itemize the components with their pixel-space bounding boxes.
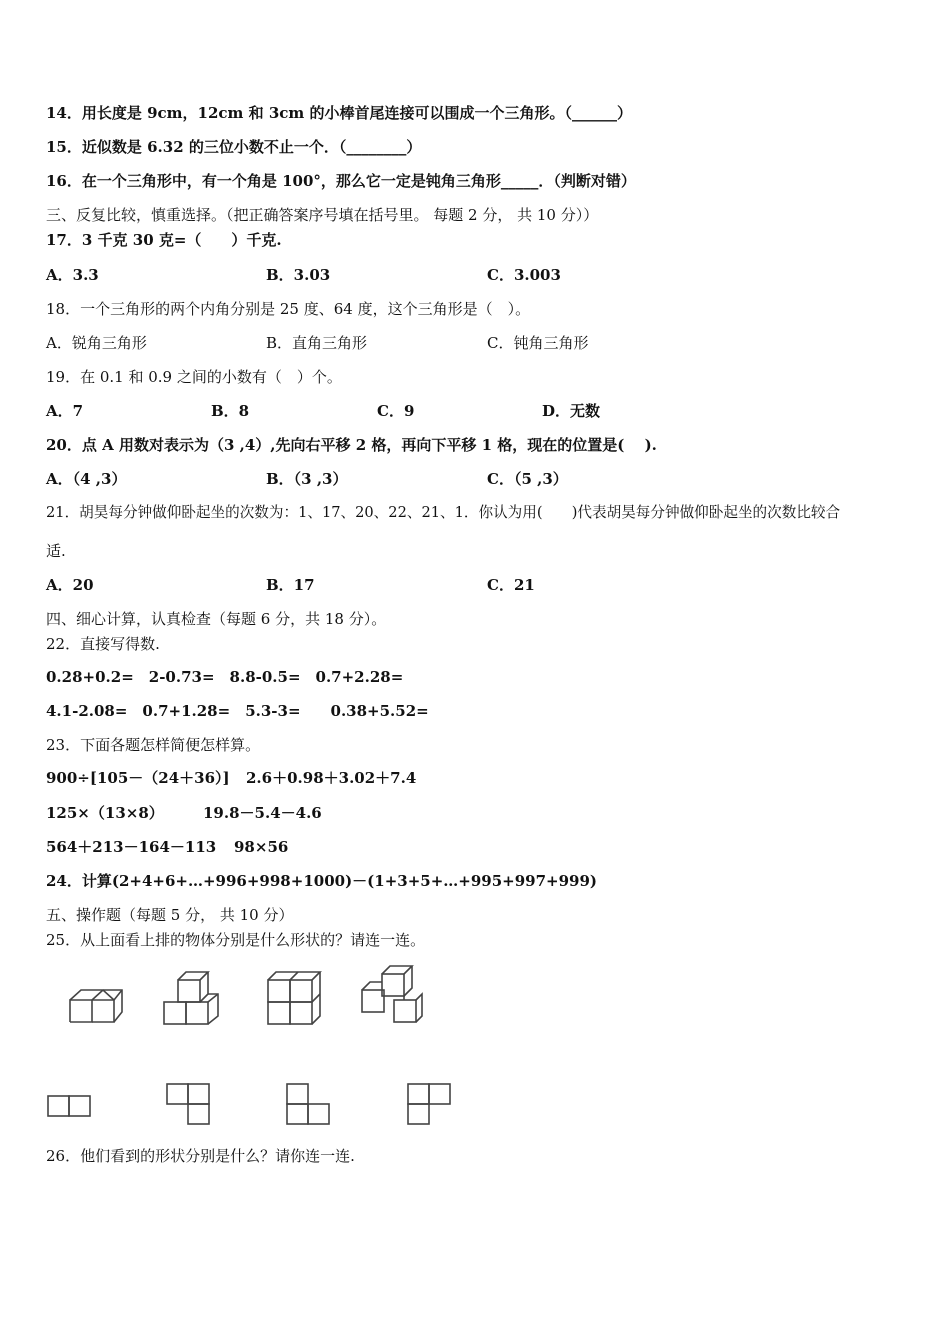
q20-option-a: A．（4 ,3） [46, 470, 127, 488]
section-4-heading: 四、细心计算，认真检查（每题 6 分，共 18 分）。 [46, 610, 387, 628]
q23-expr-3: 125×（13×8） [46, 804, 164, 822]
question-18-stem: 18．一个三角形的两个内角分别是 25 度、64 度，这个三角形是（ ）。 [46, 300, 531, 318]
q19-option-b: B．8 [211, 402, 250, 420]
top-view-shape-1 [44, 1092, 94, 1120]
top-view-shape-4 [404, 1080, 454, 1130]
q21-option-c: C．21 [487, 576, 535, 594]
q23-expr-2: 2.6＋0.98＋3.02＋7.4 [246, 769, 417, 787]
q17-option-a: A．3.3 [46, 266, 99, 284]
q22-row-2: 4.1-2.08= 0.7+1.28= 5.3-3= 0.38+5.52= [46, 702, 429, 720]
cube-object-3 [262, 968, 324, 1028]
q23-expr-4: 19.8－5.4－4.6 [203, 804, 322, 822]
q17-option-c: C．3.003 [487, 266, 561, 284]
q23-expr-6: 98×56 [234, 838, 289, 856]
q19-option-d: D．无数 [542, 402, 601, 420]
cube-object-4 [356, 960, 426, 1028]
q19-option-a: A．7 [46, 402, 84, 420]
question-17-stem: 17．3 千克 30 克=（ ）千克. [46, 231, 282, 249]
q21-option-b: B．17 [266, 576, 315, 594]
q20-option-b: B．（3 ,3） [266, 470, 348, 488]
cube-object-2 [158, 966, 228, 1028]
question-22-stem: 22．直接写得数. [46, 635, 160, 653]
question-21-stem-cont: 适. [46, 542, 66, 560]
q18-option-c: C．钝角三角形 [487, 334, 589, 352]
question-19-stem: 19．在 0.1 和 0.9 之间的小数有（ ）个。 [46, 368, 342, 386]
q20-option-c: C．（5 ,3） [487, 470, 568, 488]
top-view-shape-2 [163, 1080, 213, 1130]
section-3-heading: 三、反复比较，慎重选择。（把正确答案序号填在括号里。 每题 2 分， 共 10 分）） [46, 206, 599, 224]
question-23-stem: 23．下面各题怎样简便怎样算。 [46, 736, 261, 754]
question-24: 24．计算(2+4+6+…+996+998+1000)－(1+3+5+…+995+997+999) [46, 872, 598, 890]
q22-row-1: 0.28+0.2= 2-0.73= 8.8-0.5= 0.7+2.28= [46, 668, 404, 686]
question-20-stem: 20．点 A 用数对表示为（3 ,4）,先向右平移 2 格，再向下平移 1 格，现在的位置是( ). [46, 436, 657, 454]
question-26-stem: 26．他们看到的形状分别是什么？请你连一连. [46, 1147, 355, 1165]
q23-expr-5: 564＋213－164－113 [46, 838, 217, 856]
q18-option-b: B．直角三角形 [266, 334, 368, 352]
q23-expr-1: 900÷[105－（24＋36）] [46, 769, 230, 787]
question-15: 15．近似数是 6.32 的三位小数不止一个．（________） [46, 138, 422, 156]
q21-option-a: A．20 [46, 576, 94, 594]
q18-option-a: A．锐角三角形 [46, 334, 147, 352]
section-5-heading: 五、操作题（每题 5 分， 共 10 分） [46, 906, 294, 924]
question-16: 16．在一个三角形中，有一个角是 100°，那么它一定是钝角三角形_____．（判断对错） [46, 172, 636, 190]
top-view-shape-3 [283, 1080, 333, 1130]
question-14: 14．用长度是 9cm，12cm 和 3cm 的小棒首尾连接可以围成一个三角形。（______） [46, 104, 633, 122]
question-21-stem: 21．胡昊每分钟做仰卧起坐的次数为：1、17、20、22、21、1．你认为用( )代表胡昊每分钟做仰卧起坐的次数比较合 [46, 504, 841, 521]
question-25-stem: 25．从上面看上排的物体分别是什么形状的？请连一连。 [46, 931, 426, 949]
cube-object-1 [64, 978, 126, 1028]
q19-option-c: C．9 [377, 402, 415, 420]
q17-option-b: B．3.03 [266, 266, 331, 284]
